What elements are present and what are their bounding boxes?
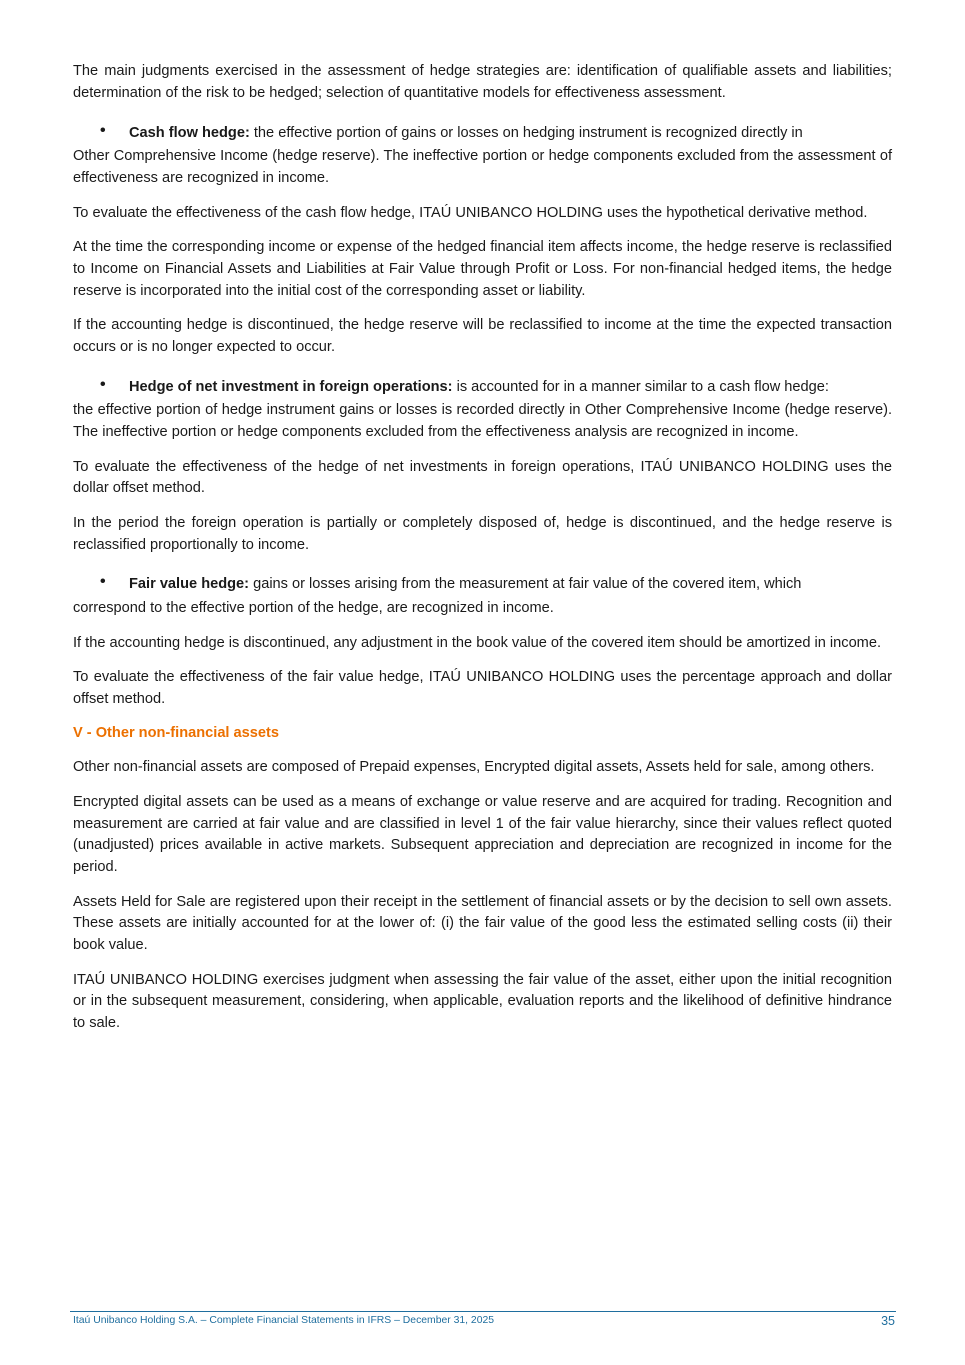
other-assets-paragraph: Other non-financial assets are composed of Prepaid expenses, Encrypted digital assets, Assets held for sale, among others. — [73, 759, 875, 776]
footer-divider — [70, 1311, 896, 1312]
discontinued-cf-paragraph: If the accounting hedge is discontinued, the hedge reserve will be reclassified to income at the time the expected transaction occurs or is no longer expected to occur. — [73, 316, 892, 355]
fair-value-hedge-term: Fair value hedge: — [129, 576, 250, 593]
net-investment-eval-paragraph: To evaluate the effectiveness of the hedge of net investments in foreign operations, ITAÚ UNIBANCO HOLDING uses the dollar offset method. — [73, 458, 892, 497]
bullet-icon: • — [100, 375, 106, 393]
fair-value-hedge-first-line: gains or losses arising from the measurement at fair value of the covered item, which — [249, 576, 802, 593]
bullet-icon: • — [100, 573, 106, 591]
fair-value-eval-paragraph: To evaluate the effectiveness of the fair value hedge, ITAÚ UNIBANCO HOLDING uses the percentage approach and dollar offset method. — [73, 668, 892, 707]
cash-flow-hedge-continuation: Other Comprehensive Income (hedge reserve). The ineffective portion or hedge components excluded from the assessment of effectiveness are recognized in income. — [73, 148, 892, 187]
digital-assets-paragraph: Encrypted digital assets can be used as a means of exchange or value reserve and are acquired for trading. Recognition and measurement are carried at fair value and are classified in level 1 of the fair value hierarchy, since their values reflect quoted (unadjusted) prices available in active markets. Subsequent appreciation and depreciation are recognized in income for the period. — [73, 793, 892, 876]
fair-value-hedge-continuation: correspond to the effective portion of the hedge, are recognized in income. — [73, 600, 554, 617]
intro-paragraph: The main judgments exercised in the assessment of hedge strategies are: identification of qualifiable assets and liabilities; determination of the risk to be hedged; selection of quantitative models for effectiveness assessment. — [73, 63, 892, 101]
net-investment-hedge-continuation: the effective portion of hedge instrument gains or losses is recorded directly in Other Comprehensive Income (hedge reserve). The ineffective portion or hedge components excluded from the effectiveness analysis are recognized in income. — [73, 402, 892, 441]
section-heading: V - Other non-financial assets — [73, 725, 279, 742]
held-for-sale-paragraph: Assets Held for Sale are registered upon their receipt in the settlement of financial assets or by the decision to sell own assets. These assets are initially accounted for at the lower of: (i) the fair value of the good less the estimated selling costs (ii) their book value. — [73, 893, 892, 954]
reclass-paragraph: At the time the corresponding income or expense of the hedged financial item affects income, the hedge reserve is reclassified to Income on Financial Assets and Liabilities at Fair Value through Profit or Loss. For non-financial hedged items, the hedge reserve is incorporated into the initial cost of the corresponding asset or liability. — [73, 238, 892, 299]
cash-flow-hedge-term: Cash flow hedge: — [129, 124, 250, 141]
net-investment-hedge-first-line: is accounted for in a manner similar to a cash flow hedge: — [452, 378, 829, 395]
fair-value-hedge-item — [73, 574, 892, 620]
page-number: 35 — [881, 1314, 895, 1328]
cash-flow-hedge-item — [73, 123, 892, 190]
bullet-icon: • — [100, 121, 106, 139]
judgment-paragraph: ITAÚ UNIBANCO HOLDING exercises judgment when assessing the fair value of the asset, either upon the initial recognition or in the subsequent measurement, considering, when applicable, evaluation reports and the likelihood of definitive hindrance to sale. — [73, 971, 892, 1032]
cash-flow-hedge-first-line: the effective portion of gains or losses on hedging instrument is recognized directly in — [249, 124, 803, 141]
discontinued-fv-paragraph: If the accounting hedge is discontinued, any adjustment in the book value of the covered item should be amortized in income. — [73, 634, 882, 651]
cash-flow-eval-paragraph: To evaluate the effectiveness of the cash flow hedge, ITAÚ UNIBANCO HOLDING uses the hypothetical derivative method. — [73, 204, 868, 221]
document-body — [73, 61, 892, 1048]
disposal-paragraph: In the period the foreign operation is partially or completely disposed of, hedge is discontinued, and the hedge reserve is reclassified proportionally to income. — [73, 514, 892, 553]
footer-text: Itaú Unibanco Holding S.A. – Complete Financial Statements in IFRS – December 31, 2025 — [73, 1315, 495, 1326]
net-investment-hedge-term: Hedge of net investment in foreign operations: — [129, 378, 453, 395]
net-investment-hedge-item — [73, 377, 892, 444]
